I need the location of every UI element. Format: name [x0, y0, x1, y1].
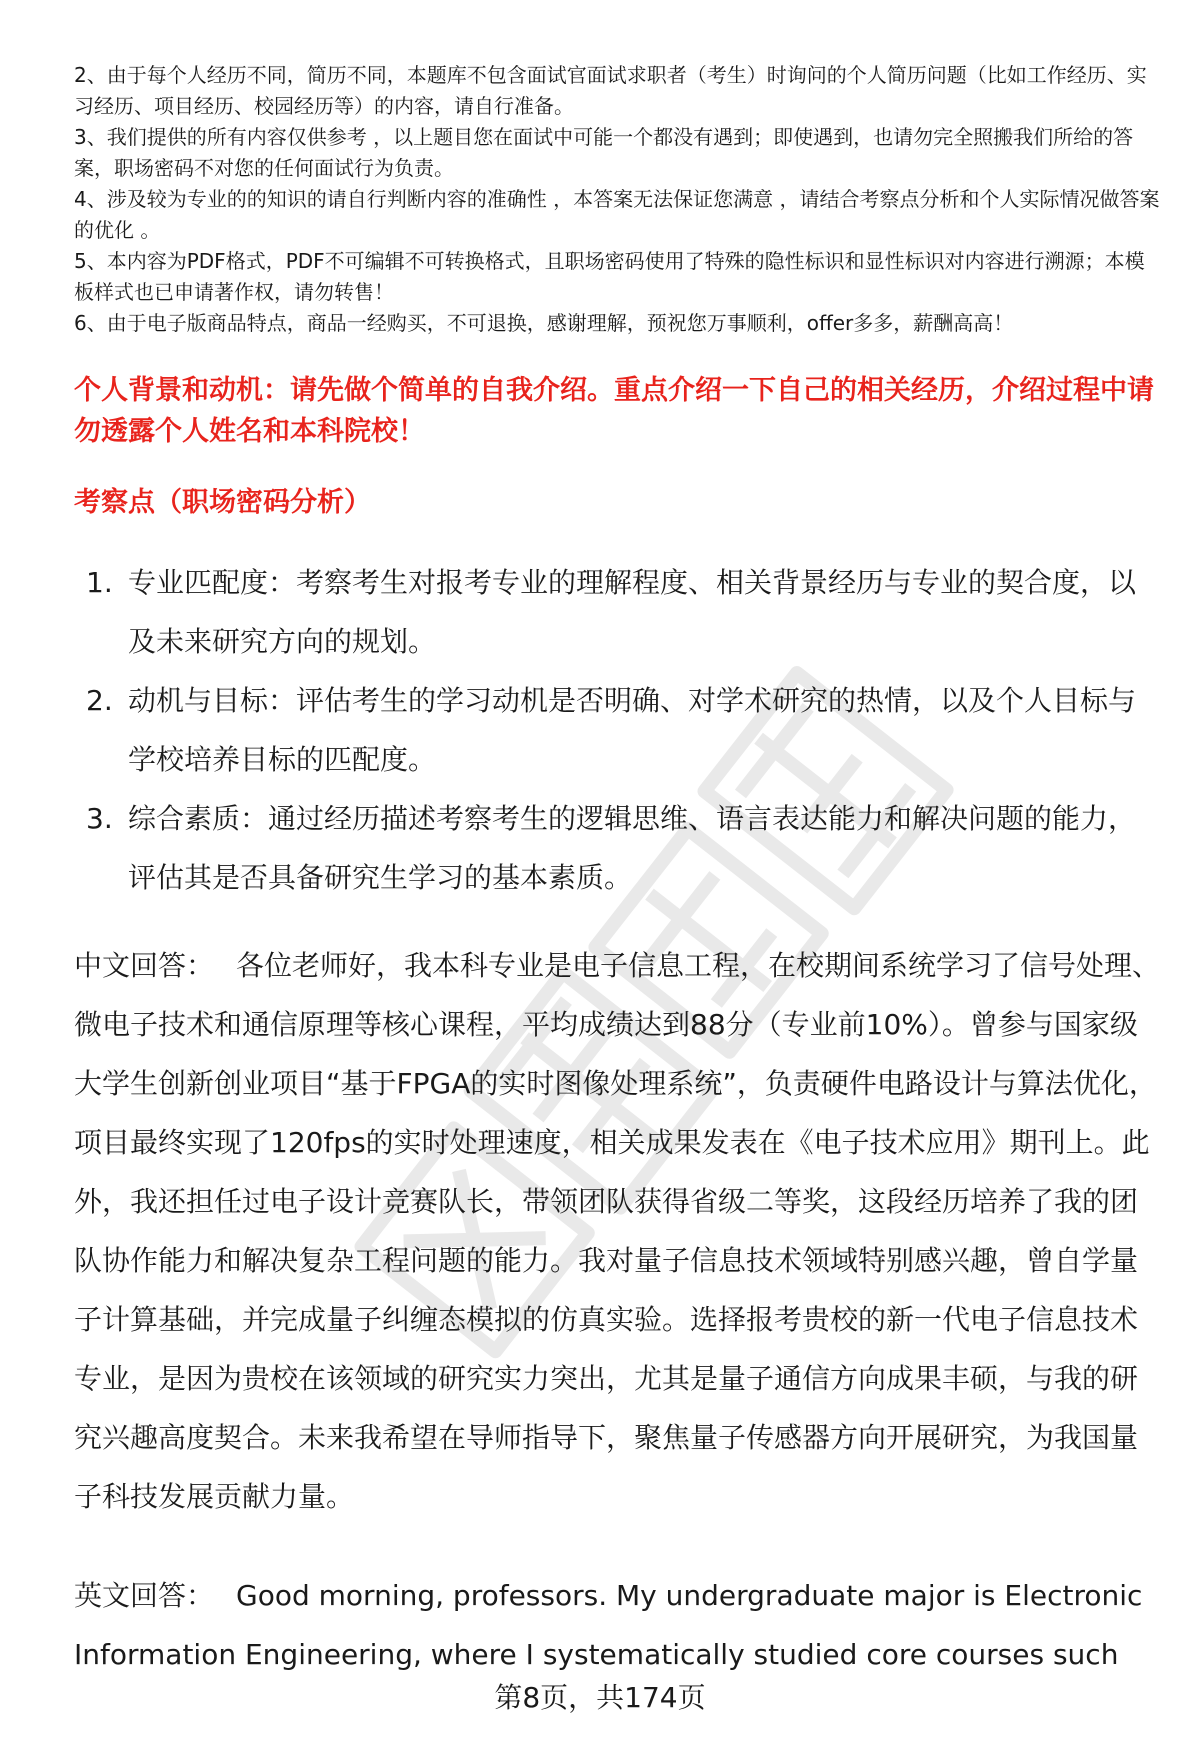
english-answer-label: 英文回答： — [74, 1579, 215, 1612]
chinese-answer-label: 中文回答： — [74, 949, 215, 982]
assessment-points-list — [78, 553, 1158, 907]
assessment-point — [78, 671, 1158, 789]
note-item: 2、由于每个人经历不同，简历不同，本题库不包含面试官面试求职者（考生）时询问的个人简历问题（比如工作经历、实习经历、项目经历、校园经历等）的内容，请自行准备。 — [74, 63, 1147, 118]
note-item: 4、涉及较为专业的的知识的请自行判断内容的准确性 ，本答案无法保证您满意 ，请结合考察点分析和个人实际情况做答案的优化 。 — [74, 187, 1160, 242]
note-item: 5、本内容为PDF格式，PDF不可编辑不可转换格式，且职场密码使用了特殊的隐性标识和显性标识对内容进行溯源；本模板样式也已申请著作权，请勿转售！ — [74, 249, 1145, 304]
assessment-point — [78, 553, 1158, 671]
english-answer — [74, 1566, 1164, 1684]
point-text: 动机与目标：评估考生的学习动机是否明确、对学术研究的热情，以及个人目标与学校培养目标的匹配度。 — [128, 684, 1137, 776]
disclaimer-notes — [74, 60, 1164, 339]
english-answer-text: Good morning, professors. My undergraduate major is Electronic Information Engineering, where I systematically studied core courses such — [74, 1579, 1143, 1671]
assessment-point — [78, 789, 1158, 907]
question-title: 个人背景和动机：请先做个简单的自我介绍。重点介绍一下自己的相关经历，介绍过程中请勿透露个人姓名和本科院校！ — [74, 375, 1154, 447]
points-heading: 考察点（职场密码分析） — [74, 487, 371, 518]
note-item: 3、我们提供的所有内容仅供参考 ，以上题目您在面试中可能一个都没有遇到；即使遇到，也请勿完全照搬我们所给的答案，职场密码不对您的任何面试行为负责。 — [74, 125, 1134, 180]
page-footer — [0, 1678, 1200, 1718]
chinese-answer-text: 各位老师好，我本科专业是电子信息工程，在校期间系统学习了信号处理、微电子技术和通信原理等核心课程，平均成绩达到88分（专业前10%）。曾参与国家级大学生创新创业项目“基于FPGA的实时图像处理系统”，负责硬件电路设计与算法优化，项目最终实现了120fps的实时处理速度，相关成果发表在《电子技术应用》期刊上。此外，我还担任过电子设计竞赛队长，带领团队获得省级二等奖，这段经历培养了我的团队协作能力和解决复杂工程问题的能力。我对量子信息技术领域特别感兴趣，曾自学量子计算基础，并完成量子纠缠态模拟的仿真实验。选择报考贵校的新一代电子信息技术专业，是因为贵校在该领域的研究实力突出，尤其是量子通信方向成果丰硕，与我的研究兴趣高度契合。未来我希望在导师指导下，聚焦量子传感器方向开展研究，为我国量子科技发展贡献力量。 — [74, 949, 1161, 1513]
point-number: 3. — [86, 802, 113, 835]
note-item: 6、由于电子版商品特点，商品一经购买，不可退换，感谢理解，预祝您万事顺利，offer多多，薪酬高高！ — [74, 311, 1014, 335]
page-number: 第8页，共174页 — [494, 1681, 706, 1714]
chinese-answer — [74, 936, 1164, 1526]
point-number: 1. — [86, 566, 113, 599]
point-text: 专业匹配度：考察考生对报考专业的理解程度、相关背景经历与专业的契合度，以及未来研究方向的规划。 — [128, 566, 1137, 658]
point-text: 综合素质：通过经历描述考察考生的逻辑思维、语言表达能力和解决问题的能力，评估其是否具备研究生学习的基本素质。 — [128, 802, 1137, 894]
point-number: 2. — [86, 684, 113, 717]
